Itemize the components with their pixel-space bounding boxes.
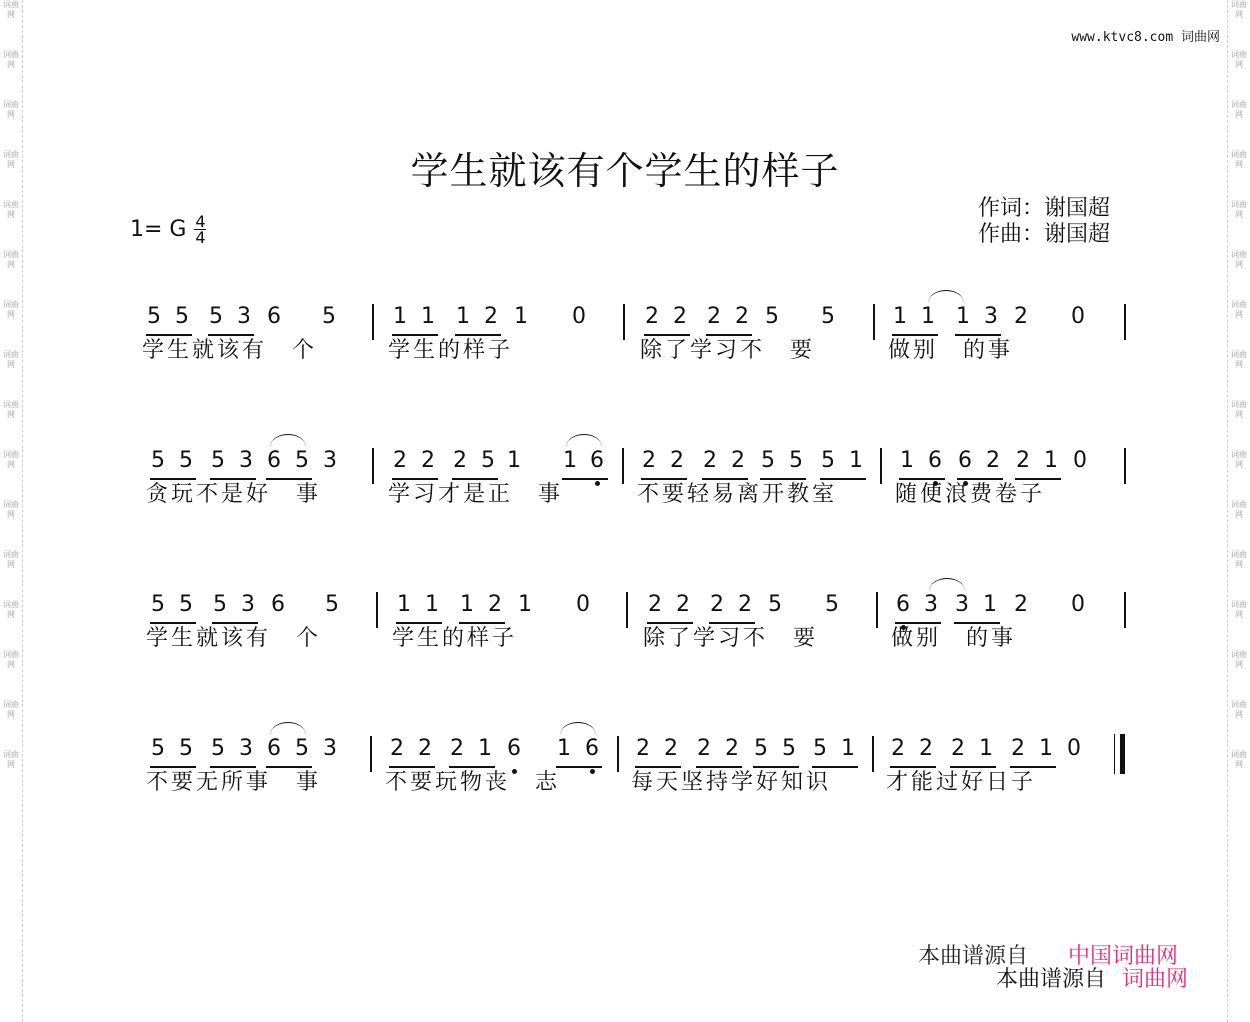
beam xyxy=(212,622,258,624)
note: 1 xyxy=(900,448,914,473)
side-mark: 词曲网 xyxy=(3,100,19,119)
barline xyxy=(880,448,882,484)
beam xyxy=(702,478,748,480)
barline xyxy=(370,736,372,772)
tie-arc xyxy=(566,434,602,447)
note: 2 xyxy=(390,736,404,761)
note: 6 xyxy=(590,448,604,473)
beam xyxy=(647,622,693,624)
lyric-bar: 学习才是正 事 xyxy=(388,482,564,507)
note: 5 xyxy=(825,592,839,617)
note: 1 xyxy=(456,304,470,329)
note: 5 xyxy=(151,592,165,617)
note: 1 xyxy=(460,592,474,617)
note: 1 xyxy=(393,304,407,329)
beam xyxy=(389,766,435,768)
note: 2 xyxy=(664,736,678,761)
note: 5 xyxy=(147,304,161,329)
note: 6 xyxy=(585,736,599,761)
side-mark: 词曲网 xyxy=(3,450,19,469)
note: 6 xyxy=(896,592,910,617)
barline xyxy=(872,736,874,772)
source-label: 本曲谱源自 xyxy=(996,967,1107,992)
note: 2 xyxy=(697,736,711,761)
site-header xyxy=(1071,26,1220,45)
beam xyxy=(556,766,602,768)
score-system-2 xyxy=(0,448,1250,538)
beam xyxy=(954,622,1000,624)
source-ghost-line xyxy=(918,944,1179,969)
note: 2 xyxy=(703,448,717,473)
barline xyxy=(617,736,619,772)
low-octave-dot xyxy=(595,481,600,486)
note: 5 xyxy=(209,304,223,329)
credits xyxy=(978,196,1110,248)
note: 2 xyxy=(1014,304,1028,329)
note: 3 xyxy=(239,448,253,473)
note: 1 xyxy=(1044,448,1058,473)
side-mark: 词曲网 xyxy=(1231,650,1247,669)
beam xyxy=(760,478,806,480)
tie-arc xyxy=(270,434,306,447)
beam xyxy=(266,478,312,480)
lyric-bar: 做别 的事 xyxy=(888,338,1014,363)
lyric-bar: 不要玩物丧 志 xyxy=(385,770,561,795)
note: 2 xyxy=(670,448,684,473)
note: 3 xyxy=(323,736,337,761)
beam xyxy=(459,622,505,624)
key-signature xyxy=(130,214,206,245)
note: 5 xyxy=(322,304,336,329)
side-mark: 词曲网 xyxy=(1231,0,1247,19)
beam xyxy=(812,766,858,768)
note: 2 xyxy=(636,736,650,761)
note: 5 xyxy=(179,736,193,761)
side-mark: 词曲网 xyxy=(3,200,19,219)
beam xyxy=(1015,478,1061,480)
note: 3 xyxy=(237,304,251,329)
note: 5 xyxy=(768,592,782,617)
note: 2 xyxy=(453,448,467,473)
beam xyxy=(820,478,866,480)
lyric-bar: 学生就该有 个 xyxy=(142,338,318,363)
lyric-bar: 每天坚持学好知识 xyxy=(631,770,832,795)
tie-arc xyxy=(560,722,596,735)
note: 2 xyxy=(488,592,502,617)
note: 1 xyxy=(841,736,855,761)
side-mark: 词曲网 xyxy=(3,150,19,169)
note: 2 xyxy=(919,736,933,761)
final-barline-thick xyxy=(1120,734,1125,774)
barline xyxy=(626,592,628,628)
note: 2 xyxy=(951,736,965,761)
note: 2 xyxy=(725,736,739,761)
composer: 作曲：谢国超 xyxy=(978,222,1111,247)
note: 2 xyxy=(648,592,662,617)
note: 6 xyxy=(271,592,285,617)
barline xyxy=(372,304,374,340)
note: 1 xyxy=(979,736,993,761)
side-mark: 词曲网 xyxy=(1231,150,1247,169)
lyric-bar: 不要无所事 事 xyxy=(146,770,322,795)
side-mark: 词曲网 xyxy=(1231,450,1247,469)
low-octave-dot xyxy=(590,769,595,774)
beam xyxy=(644,334,690,336)
note: 2 xyxy=(676,592,690,617)
song-title: 学生就该有个学生的样子 xyxy=(410,149,840,193)
note: 1 xyxy=(557,736,571,761)
side-mark: 词曲网 xyxy=(1231,550,1247,569)
side-mark: 词曲网 xyxy=(1231,300,1247,319)
note: 5 xyxy=(151,736,165,761)
side-mark: 词曲网 xyxy=(3,500,19,519)
beam xyxy=(150,766,196,768)
beam xyxy=(696,766,742,768)
note: 5 xyxy=(151,448,165,473)
note: 1 xyxy=(1039,736,1053,761)
note: 0 xyxy=(1073,448,1087,473)
note: 1 xyxy=(425,592,439,617)
lyric-bar: 随便浪费卷子 xyxy=(895,482,1046,507)
barline xyxy=(376,592,378,628)
note: 1 xyxy=(397,592,411,617)
note: 2 xyxy=(707,304,721,329)
side-mark: 词曲网 xyxy=(3,650,19,669)
note: 2 xyxy=(450,736,464,761)
beam xyxy=(392,478,438,480)
note: 5 xyxy=(211,448,225,473)
note: 1 xyxy=(507,448,521,473)
note: 2 xyxy=(731,448,745,473)
lyric-bar: 学生的样子 xyxy=(392,626,518,651)
beam xyxy=(706,334,752,336)
note: 3 xyxy=(955,592,969,617)
note: 5 xyxy=(765,304,779,329)
beam xyxy=(892,334,938,336)
note: 2 xyxy=(891,736,905,761)
side-mark: 词曲网 xyxy=(3,700,19,719)
note: 1 xyxy=(921,304,935,329)
source-brand: 词曲网 xyxy=(1122,967,1189,992)
note: 5 xyxy=(179,592,193,617)
side-mark: 词曲网 xyxy=(3,300,19,319)
note: 0 xyxy=(1067,736,1081,761)
note: 5 xyxy=(213,592,227,617)
lyric-bar: 才能过好日子 xyxy=(886,770,1037,795)
note: 3 xyxy=(239,736,253,761)
barline xyxy=(622,448,624,484)
side-mark: 词曲网 xyxy=(1231,350,1247,369)
note: 6 xyxy=(267,736,281,761)
beam xyxy=(709,622,755,624)
tie-arc xyxy=(929,578,965,591)
note: 5 xyxy=(782,736,796,761)
beam xyxy=(950,766,996,768)
note: 5 xyxy=(813,736,827,761)
beam xyxy=(266,766,312,768)
note: 5 xyxy=(211,736,225,761)
side-mark: 词曲网 xyxy=(1231,500,1247,519)
beam xyxy=(208,334,254,336)
side-mark: 词曲网 xyxy=(3,0,19,19)
time-bottom: 4 xyxy=(195,228,206,247)
lyric-bar: 除了学习不 要 xyxy=(640,338,816,363)
beam xyxy=(449,766,495,768)
side-mark: 词曲网 xyxy=(3,250,19,269)
barline xyxy=(623,304,625,340)
lyric-bar: 贪玩不是好 事 xyxy=(146,482,322,507)
note: 2 xyxy=(642,448,656,473)
beam xyxy=(396,622,442,624)
score-system-3 xyxy=(0,592,1250,682)
note: 1 xyxy=(956,304,970,329)
note: 2 xyxy=(710,592,724,617)
note: 3 xyxy=(924,592,938,617)
barline xyxy=(372,448,374,484)
lyric-bar: 不要轻易离开教室 xyxy=(637,482,838,507)
beam xyxy=(899,478,945,480)
side-mark: 词曲网 xyxy=(3,550,19,569)
note: 6 xyxy=(507,736,521,761)
lyric-bar: 做别 的事 xyxy=(891,626,1017,651)
note: 5 xyxy=(175,304,189,329)
lyric-bar: 除了学习不 要 xyxy=(643,626,819,651)
note: 3 xyxy=(984,304,998,329)
note: 1 xyxy=(893,304,907,329)
note: 5 xyxy=(295,448,309,473)
side-mark: 词曲网 xyxy=(3,750,19,769)
lyricist: 作词：谢国超 xyxy=(978,196,1111,221)
beam xyxy=(955,334,1001,336)
note: 2 xyxy=(1011,736,1025,761)
beam xyxy=(957,478,1003,480)
note: 2 xyxy=(645,304,659,329)
note: 2 xyxy=(421,448,435,473)
side-mark: 词曲网 xyxy=(3,600,19,619)
note: 5 xyxy=(761,448,775,473)
site-name: 词曲网 xyxy=(1180,30,1220,45)
lyric-bar: 学生就该有 个 xyxy=(146,626,322,651)
note: 2 xyxy=(484,304,498,329)
barline xyxy=(873,304,875,340)
note: 5 xyxy=(295,736,309,761)
beam xyxy=(895,622,941,624)
final-barline-thin xyxy=(1114,734,1115,774)
side-mark: 词曲网 xyxy=(3,350,19,369)
key-tonic: 1= G xyxy=(130,217,187,242)
note: 5 xyxy=(481,448,495,473)
time-top: 4 xyxy=(195,212,206,231)
note: 2 xyxy=(1016,448,1030,473)
note: 2 xyxy=(986,448,1000,473)
note: 3 xyxy=(241,592,255,617)
ghost-label: 本曲谱源自 xyxy=(918,944,1029,969)
ghost-brand: 中国词曲网 xyxy=(1068,944,1179,969)
beam xyxy=(146,334,192,336)
note: 6 xyxy=(958,448,972,473)
side-mark: 词曲网 xyxy=(1231,600,1247,619)
time-signature xyxy=(194,214,206,245)
side-mark: 词曲网 xyxy=(1231,250,1247,269)
note: 5 xyxy=(325,592,339,617)
score-system-1 xyxy=(0,304,1250,394)
side-mark: 词曲网 xyxy=(1231,700,1247,719)
beam xyxy=(635,766,681,768)
tie-arc xyxy=(928,290,964,303)
note: 6 xyxy=(267,448,281,473)
note: 1 xyxy=(514,304,528,329)
note: 6 xyxy=(267,304,281,329)
side-mark: 词曲网 xyxy=(3,400,19,419)
note: 0 xyxy=(1071,592,1085,617)
score-system-4 xyxy=(0,736,1250,826)
beam xyxy=(641,478,687,480)
note: 5 xyxy=(179,448,193,473)
beam xyxy=(890,766,936,768)
note: 0 xyxy=(576,592,590,617)
barline xyxy=(1124,592,1126,628)
note: 1 xyxy=(421,304,435,329)
beam xyxy=(455,334,501,336)
barline xyxy=(876,592,878,628)
note: 5 xyxy=(754,736,768,761)
site-url: www.ktvc8.com xyxy=(1071,30,1174,45)
beam xyxy=(1010,766,1056,768)
note: 2 xyxy=(738,592,752,617)
note: 5 xyxy=(821,448,835,473)
note: 5 xyxy=(821,304,835,329)
note: 1 xyxy=(563,448,577,473)
barline xyxy=(1124,304,1126,340)
side-mark: 词曲网 xyxy=(1231,200,1247,219)
note: 1 xyxy=(518,592,532,617)
note: 1 xyxy=(478,736,492,761)
side-mark: 词曲网 xyxy=(1231,50,1247,69)
note: 2 xyxy=(1014,592,1028,617)
note: 2 xyxy=(735,304,749,329)
note: 6 xyxy=(928,448,942,473)
note: 2 xyxy=(673,304,687,329)
note: 1 xyxy=(849,448,863,473)
note: 0 xyxy=(1071,304,1085,329)
note: 5 xyxy=(789,448,803,473)
barline xyxy=(1124,448,1126,484)
lyric-bar: 学生的样子 xyxy=(388,338,514,363)
note: 0 xyxy=(572,304,586,329)
beam xyxy=(210,766,256,768)
note: 1 xyxy=(983,592,997,617)
beam xyxy=(562,478,608,480)
beam xyxy=(452,478,498,480)
side-mark: 词曲网 xyxy=(1231,750,1247,769)
note: 2 xyxy=(393,448,407,473)
beam xyxy=(210,478,256,480)
note: 2 xyxy=(418,736,432,761)
source-credit xyxy=(996,962,1188,993)
side-mark: 词曲网 xyxy=(3,50,19,69)
tie-arc xyxy=(270,722,306,735)
beam xyxy=(753,766,799,768)
beam xyxy=(150,622,196,624)
side-mark: 词曲网 xyxy=(1231,400,1247,419)
side-mark: 词曲网 xyxy=(1231,100,1247,119)
note: 3 xyxy=(323,448,337,473)
beam xyxy=(150,478,196,480)
beam xyxy=(392,334,438,336)
